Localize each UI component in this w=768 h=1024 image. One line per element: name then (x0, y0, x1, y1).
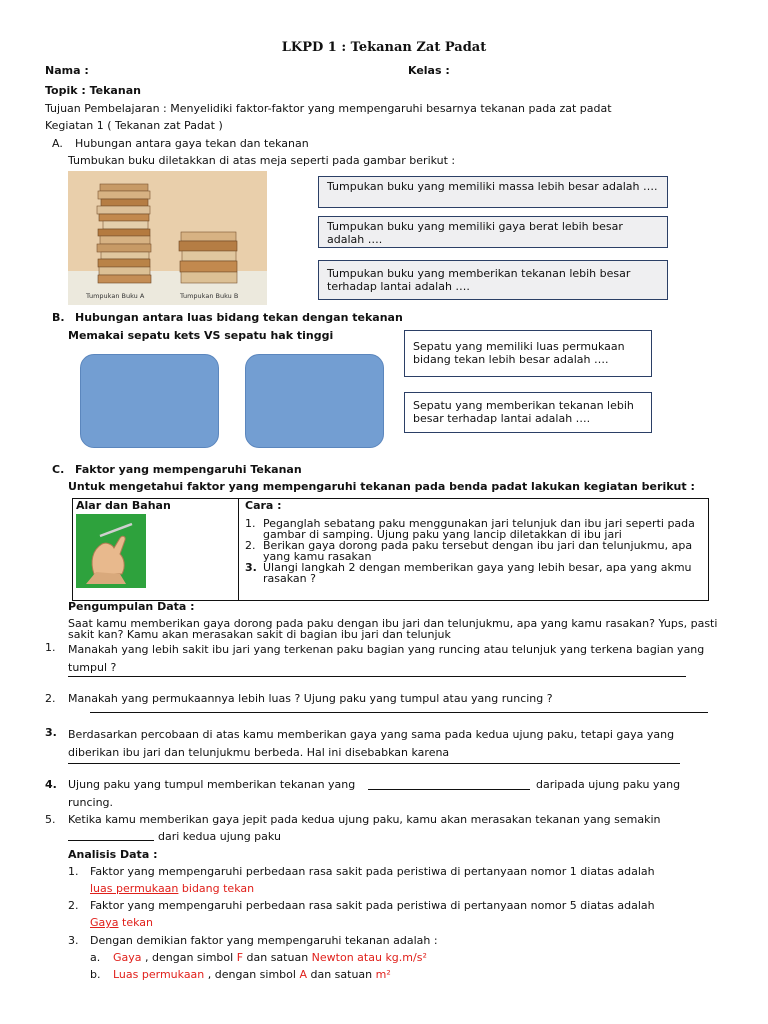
analisis-1-text: Faktor yang mempengaruhi perbedaan rasa sakit pada peristiwa di pertanyaan nomor 1 diatas adalah (90, 865, 655, 878)
answer-blank-5[interactable] (68, 829, 154, 841)
section-b-heading: Hubungan antara luas bidang tekan dengan tekanan (75, 311, 403, 324)
caption-stack-a: Tumpukan Buku A (86, 292, 145, 300)
page-title: LKPD 1 : Tekanan Zat Padat (281, 40, 487, 55)
question-4-part-a: Ujung paku yang tumpul memberikan tekanan yang (68, 778, 356, 791)
answer-box-gaya-berat: Tumpukan buku yang memiliki gaya berat lebih besar adalah …. (318, 216, 668, 248)
answer-box-luas-permukaan: Sepatu yang memiliki luas permukaan bidang tekan lebih besar adalah …. (404, 330, 652, 377)
analisis-2-text: Faktor yang mempengaruhi perbedaan rasa sakit pada peristiwa di pertanyaan nomor 5 diatas adalah (90, 899, 655, 912)
section-c-sub: Untuk mengetahui faktor yang mempengaruhi tekanan pada benda padat lakukan kegiatan berikut : (68, 480, 695, 493)
analisis-2-answer: Gaya tekan (90, 916, 153, 929)
q4-num: 4. (45, 778, 57, 791)
analisis-1-answer: luas permukaan bidang tekan (90, 882, 255, 895)
analisis-1-num: 1. (68, 865, 79, 878)
shoe-placeholder-kets (80, 354, 219, 448)
analisis-heading: Analisis Data : (68, 848, 158, 861)
cara-step-2: 2. Berikan gaya dorong pada paku tersebut dengan ibu jari dan telunjukmu, apa yang kamu rasakan (245, 539, 693, 563)
question-3: Berdasarkan percobaan di atas kamu memberikan gaya yang sama pada kedua ujung paku, tetapi gaya yang diberikan ibu jari dan telunjukmu berbeda. Hal ini disebabkan karena (68, 728, 675, 759)
caption-stack-b: Tumpukan Buku B (180, 292, 239, 300)
sub-a-letter: a. (90, 951, 101, 964)
q3-num: 3. (45, 726, 57, 739)
activity-table (72, 498, 709, 601)
section-c-letter: C. (52, 463, 65, 476)
analisis-3-num: 3. (68, 934, 79, 947)
sub-b-symbol: A (299, 968, 307, 981)
question-5-part-b: dari kedua ujung paku (158, 830, 281, 843)
answer-blank-4[interactable] (368, 778, 530, 790)
sub-a-line: Gaya , dengan simbol F dan satuan Newton atau kg.m/s² (113, 951, 427, 964)
sub-a-name: Gaya (113, 951, 142, 964)
shoe-placeholder-hak-tinggi (245, 354, 384, 448)
topik: Topik : Tekanan (45, 84, 141, 97)
question-5-part-a: Ketika kamu memberikan gaya jepit pada kedua ujung paku, kamu akan merasakan tekanan yang semakin (68, 813, 661, 826)
sub-b-letter: b. (90, 968, 101, 981)
section-a-letter: A. (52, 137, 63, 150)
sub-b-unit: m² (375, 968, 391, 981)
question-4-part-b: daripada ujung paku yang (536, 778, 681, 791)
cara-step-1: 1. Peganglah sebatang paku menggunakan jari telunjuk dan ibu jari seperti pada gambar di samping. Ujung paku yang lancip diletakkan di ibu jari (245, 517, 695, 541)
question-2: Manakah yang permukaannya lebih luas ? Ujung paku yang tumpul atau yang runcing ? (68, 692, 553, 705)
alat-bahan-cell (73, 499, 239, 601)
alat-bahan-header: Alar dan Bahan (76, 499, 171, 512)
answer-line-3[interactable] (68, 763, 680, 764)
answer-line-2[interactable] (90, 712, 708, 713)
section-a-intro: Tumbukan buku diletakkan di atas meja seperti pada gambar berikut : (68, 154, 456, 167)
book-stack-b (179, 232, 237, 283)
sub-a-symbol: F (236, 951, 244, 964)
tujuan: Tujuan Pembelajaran : Menyelidiki faktor-faktor yang mempengaruhi besarnya tekanan pada zat padat (45, 102, 612, 115)
cara-step-1-num: 1. (245, 517, 256, 530)
section-b-sub: Memakai sepatu kets VS sepatu hak tinggi (68, 329, 334, 342)
sub-b-line: Luas permukaan , dengan simbol A dan satuan m² (113, 968, 391, 981)
book-stacks-illustration (68, 171, 267, 305)
q5-num: 5. (45, 813, 56, 826)
nama-label: Nama : (45, 64, 89, 77)
hand-holding-nail-illustration (76, 514, 146, 588)
q1-num: 1. (45, 641, 56, 654)
kegiatan: Kegiatan 1 ( Tekanan zat Padat ) (45, 119, 223, 132)
book-stacks-image (68, 171, 267, 305)
answer-box-massa: Tumpukan buku yang memiliki massa lebih besar adalah …. (318, 176, 668, 208)
cara-step-3: 3. Ulangi langkah 2 dengan memberikan gaya yang lebih besar, apa yang akmu rasakan ? (245, 561, 692, 585)
cara-step-3-num: 3. (245, 561, 257, 574)
section-a-heading: Hubungan antara gaya tekan dan tekanan (75, 137, 309, 150)
cara-header: Cara : (245, 499, 282, 512)
answer-line-1[interactable] (68, 676, 686, 677)
cara-cell (239, 499, 709, 601)
question-1: Manakah yang lebih sakit ibu jari yang terkenan paku bagian yang runcing atau telunjuk yang terkena bagian yang tumpul ? (68, 643, 705, 674)
section-c-heading: Faktor yang mempengaruhi Tekanan (75, 463, 302, 476)
question-4-part-c: runcing. (68, 796, 114, 809)
cara-step-2-num: 2. (245, 539, 256, 552)
book-stack-a (97, 184, 151, 283)
pengumpulan-heading: Pengumpulan Data : (68, 600, 195, 613)
answer-box-tekanan: Tumpukan buku yang memberikan tekanan lebih besar terhadap lantai adalah …. (318, 260, 668, 300)
pengumpulan-intro: Saat kamu memberikan gaya dorong pada paku dengan ibu jari dan telunjukmu, apa yang kamu rasakan? Yups, pasti sakit kan? Kamu akan merasakan sakit di bagian ibu jari dan telunjuk (68, 617, 718, 641)
analisis-3-text: Dengan demikian faktor yang mempengaruhi tekanan adalah : (90, 934, 438, 947)
section-b-letter: B. (52, 311, 65, 324)
sub-b-name: Luas permukaan (113, 968, 205, 981)
q2-num: 2. (45, 692, 56, 705)
hand-nail-image (76, 514, 146, 588)
sub-a-unit: Newton atau kg.m/s² (311, 951, 427, 964)
analisis-2-num: 2. (68, 899, 79, 912)
kelas-label: Kelas : (408, 64, 450, 77)
answer-box-tekanan-sepatu: Sepatu yang memberikan tekanan lebih besar terhadap lantai adalah …. (404, 392, 652, 433)
